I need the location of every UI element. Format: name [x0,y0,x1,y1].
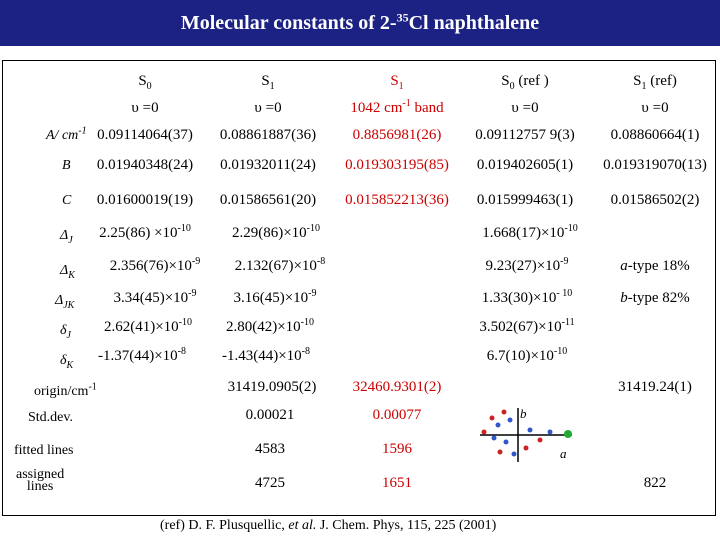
header-s1: $S_1$ [261,73,275,92]
assigned-lines-s1: 4725 [255,475,285,491]
row-label-a: A/ $cm^{-1}$ [46,125,87,143]
delta-j-s0-ref: $1.668(17)\times 10^{-10}$ [482,223,578,241]
page-title: Molecular constants of 2-$^{35}$Cl naphthalene [180,9,540,34]
small-delta-j-s0: $2.62(41)\times 10^{-10}$ [103,317,193,335]
std-dev-s1-band: 0.00077 [372,407,422,423]
c-s1: 0.01586561(20) [219,192,317,208]
b-type-fraction: b-type 82% [620,290,690,306]
small-delta-j-s0-ref: $3.502(67)\times 10^{-11}$ [479,317,575,335]
header-s1-ref: $S_1$ (ref) [633,73,677,92]
origin-s1: 31419.0905(2) [227,379,317,395]
a-s0-ref: 0.09112757 9(3) [475,127,575,143]
a-s1-ref: 0.08860664(1) [610,127,700,143]
reference-footer: (ref) D. F. Plusquellic, et al. J. Chem. Phys, 115, 225 (2001) [160,518,497,533]
b-s1-ref: 0.019319070(13) [603,157,707,173]
assigned-lines-s1-ref: 822 [643,475,667,491]
b-axis-label: b [520,406,527,421]
origin-s1-band: 32460.9301(2) [352,379,442,395]
molecular-axes-diagram [470,390,585,470]
c-s0: 0.01600019(19) [96,192,194,208]
small-delta-k-s0: $-1.37(44)\times 10^{-8}$ [97,346,187,364]
a-axis-label: a [560,446,567,461]
header-s1-band: $S_1$ [390,73,404,92]
title-bar [0,0,720,46]
vib-s0-ref: υ =0 [511,100,539,116]
a-s1: 0.08861887(36) [219,127,317,143]
small-delta-k-s1: $-1.43(44)\times 10^{-8}$ [221,346,311,364]
delta-j-s0: $2.25(86) \times 10^{-10}$ [99,223,191,241]
atom-dots [482,410,573,457]
row-label-delta-jk: $\Delta_{JK}$ [55,293,75,311]
b-s0-ref: 0.019402605(1) [476,157,574,173]
b-s0: 0.01940348(24) [96,157,194,173]
b-s1: 0.01932011(24) [220,157,316,173]
header-s0-ref: $S_0$ (ref ) [501,73,549,92]
row-label-small-delta-j: $\delta_J$ [60,323,71,341]
small-delta-k-s0-ref: $6.7(10)\times 10^{-10}$ [486,346,568,364]
std-dev-s1: 0.00021 [245,407,295,423]
a-s1-band: 0.8856981(26) [352,127,442,143]
vib-s1-ref: υ =0 [641,100,669,116]
delta-jk-s1: $3.16(45)\times 10^{-9}$ [233,288,317,306]
row-label-c: C [62,193,72,208]
c-s1-ref: 0.01586502(2) [610,192,700,208]
vib-s1: υ =0 [254,100,282,116]
header-s0: $S_0$ [138,73,152,92]
row-label-delta-k: $\Delta_K$ [60,263,75,281]
delta-jk-s0: $3.34(45)\times 10^{-9}$ [113,288,197,306]
row-label-assigned-lines: assigned lines [16,467,65,494]
small-delta-j-s1: $2.80(42)\times 10^{-10}$ [225,317,315,335]
delta-k-s1: $2.132(67)\times 10^{-8}$ [234,256,326,274]
vib-s1-band: 1042 $cm^{-1}$ band [350,98,444,116]
fitted-lines-s1: 4583 [255,441,285,457]
delta-k-s0: $2.356(76)\times 10^{-9}$ [109,256,201,274]
row-label-fitted-lines: fitted lines [14,443,74,458]
delta-jk-s0-ref: $1.33(30)\times 10^{- 10}$ [481,288,573,306]
assigned-lines-s1-band: 1651 [382,475,412,491]
row-label-std-dev: Std.dev. [28,410,73,425]
row-label-b: B [62,158,71,173]
b-s1-band: 0.019303195(85) [345,157,449,173]
delta-j-s1: $2.29(86)\times 10^{-10}$ [231,223,321,241]
delta-k-s0-ref: $9.23(27)\times 10^{-9}$ [485,256,569,274]
a-s0: 0.09114064(37) [97,127,193,143]
vib-s0: υ =0 [131,100,159,116]
c-s0-ref: 0.015999463(1) [476,192,574,208]
row-label-delta-j: $\Delta_J$ [60,228,73,246]
row-label-small-delta-k: $\delta_K$ [60,353,74,371]
row-label-origin: origin/$cm^{-1}$ [34,381,97,399]
origin-s1-ref: 31419.24(1) [618,379,692,395]
fitted-lines-s1-band: 1596 [382,441,412,457]
a-type-fraction: a-type 18% [620,258,690,274]
c-s1-band: 0.015852213(36) [345,192,449,208]
